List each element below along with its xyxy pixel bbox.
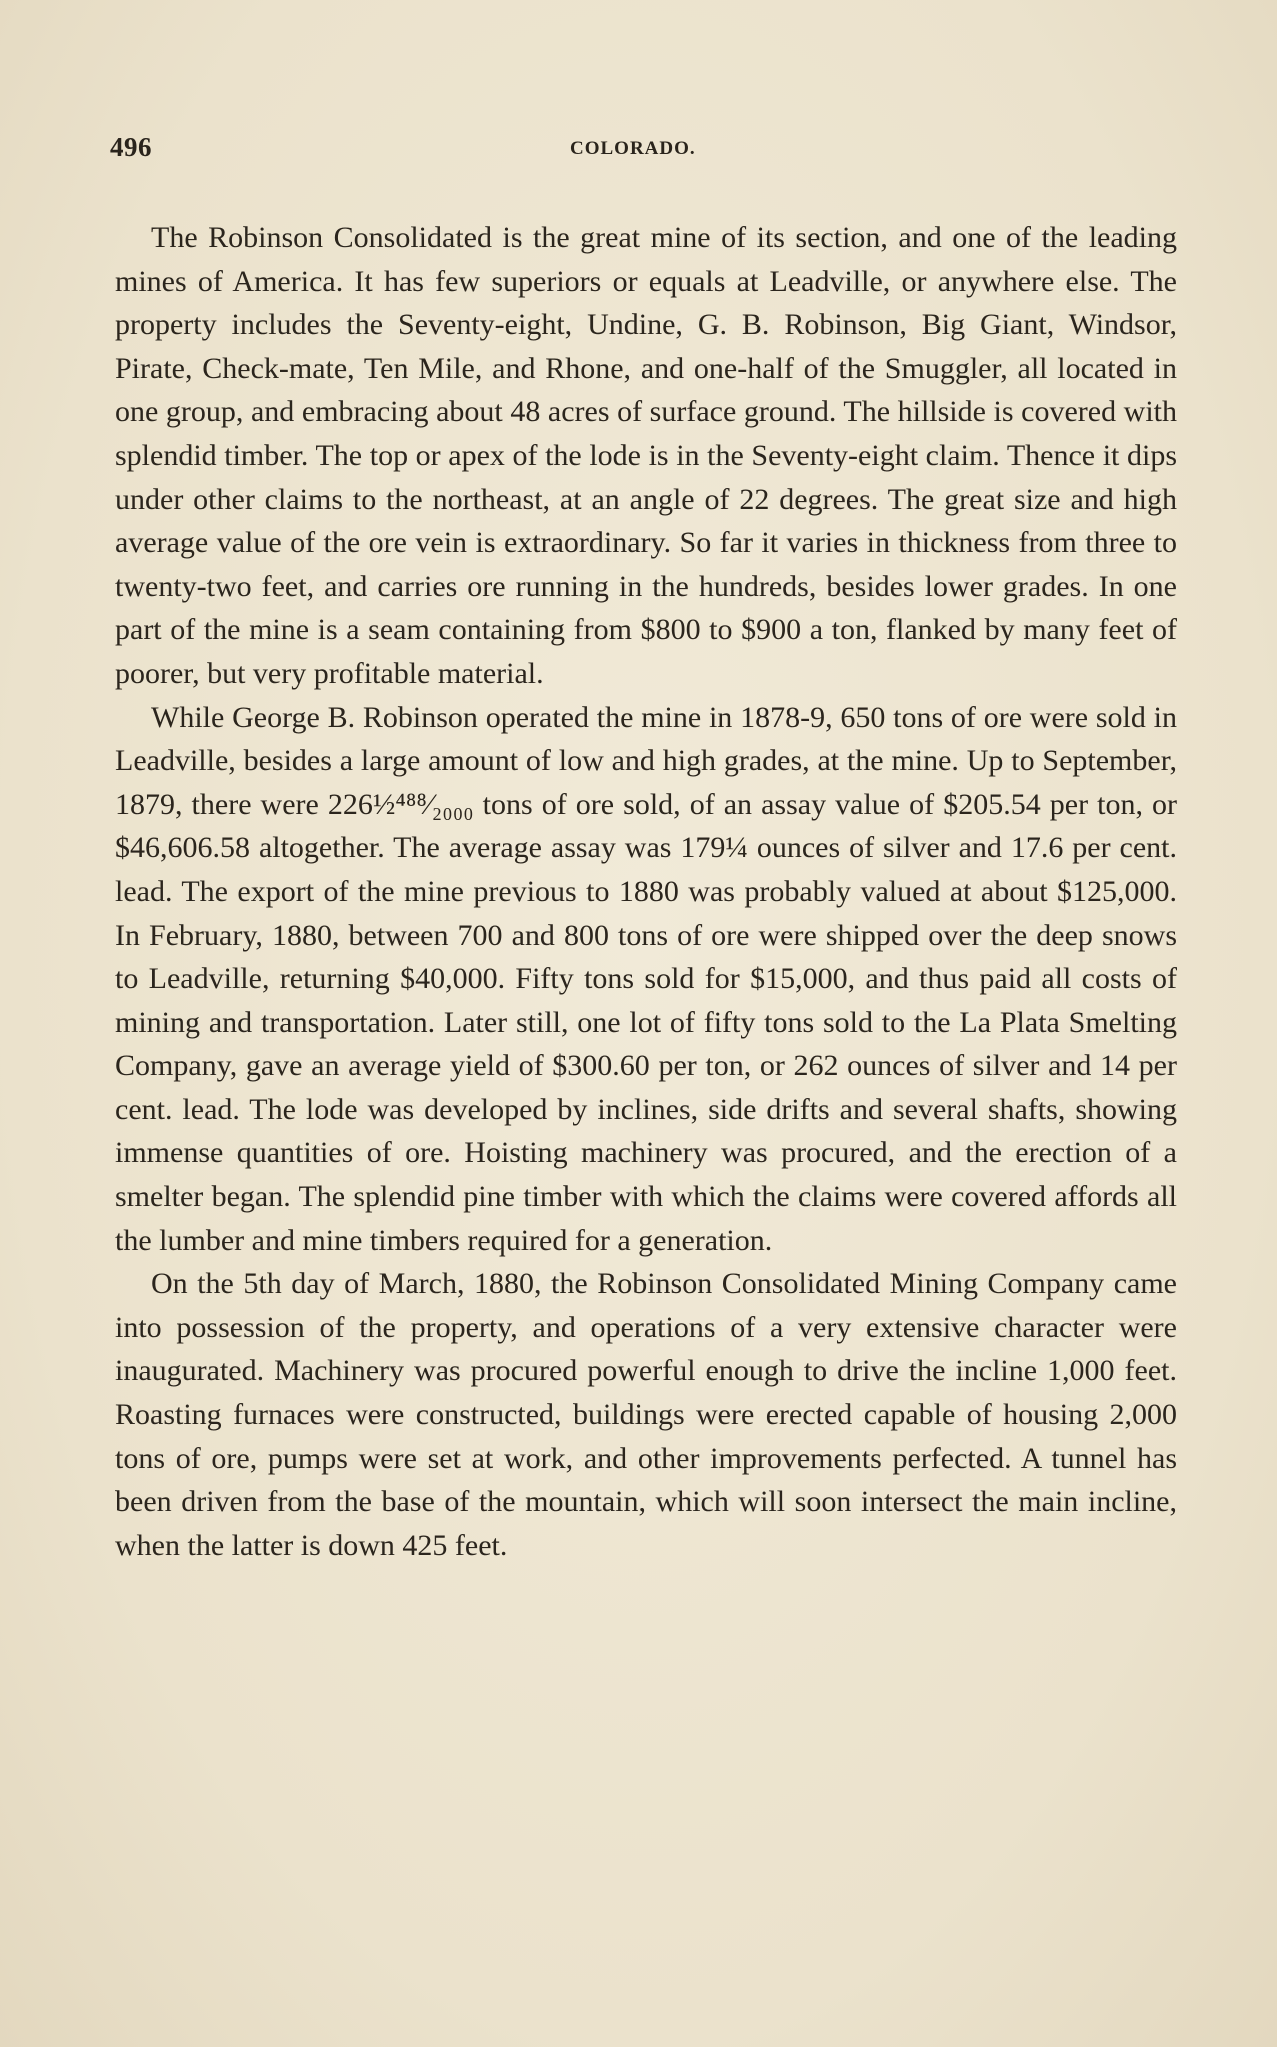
paragraph: On the 5th day of March, 1880, the Robinson Consolidated Mining Company came into possession of the property, and operations of a very extensive character were inaugurated. Machinery was procured powerful enough to drive the incline 1,000 feet. Roasting furnaces were constructed, buildings were erected capable of housing 2,000 tons of ore, pumps were set at work, and other improvements perfected. A tunnel has been driven from the base of the mountain, which will soon intersect the main incline, when the latter is down 425 feet. <box>115 1267 1177 1562</box>
running-head: COLORADO. <box>570 138 696 159</box>
paragraph: The Robinson Consolidated is the great mine of its section, and one of the leading mines of America. It has few superiors or equals at Leadville, or anywhere else. The property includes the Seventy-eight, Undine, G. B. Robinson, Big Giant, Windsor, Pirate, Check-mate, Ten Mile, and Rhone, and one-half of the Smuggler, all located in one group, and embracing about 48 acres of surface ground. The hillside is covered with splendid timber. The top or apex of the lode is in the Seventy-eight claim. Thence it dips under other claims to the northeast, at an angle of 22 degrees. The great size and high average value of the ore vein is extraordinary. So far it varies in thickness from three to twenty-two feet, and carries ore running in the hundreds, besides lower grades. In one part of the mine is a seam containing from $800 to $900 a ton, flanked by many feet of poorer, but very profitable material. <box>115 221 1177 690</box>
page-header <box>110 132 1180 172</box>
page-number: 496 <box>110 132 152 162</box>
paragraph: While George B. Robinson operated the mine in 1878-9, 650 tons of ore were sold in Leadville, besides a large amount of low and high grades, at the mine. Up to September, 1879, there were 226½⁴⁸⁸⁄₂₀₀₀ tons of ore sold, of an assay value of $205.54 per ton, or $46,606.58 altogether. The average assay was 179¼ ounces of silver and 17.6 per cent. lead. The export of the mine previous to 1880 was probably valued at about $125,000. In February, 1880, between 700 and 800 tons of ore were shipped over the deep snows to Leadville, returning $40,000. Fifty tons sold for $15,000, and thus paid all costs of mining and transportation. Later still, one lot of fifty tons sold to the La Plata Smelting Company, gave an average yield of $300.60 per ton, or 262 ounces of silver and 14 per cent. lead. The lode was developed by inclines, side drifts and several shafts, showing immense quantities of ore. Hoisting machinery was procured, and the erection of a smelter began. The splendid pine timber with which the claims were covered affords all the lumber and mine timbers required for a generation. <box>115 700 1177 1257</box>
body-text <box>115 216 1177 1567</box>
